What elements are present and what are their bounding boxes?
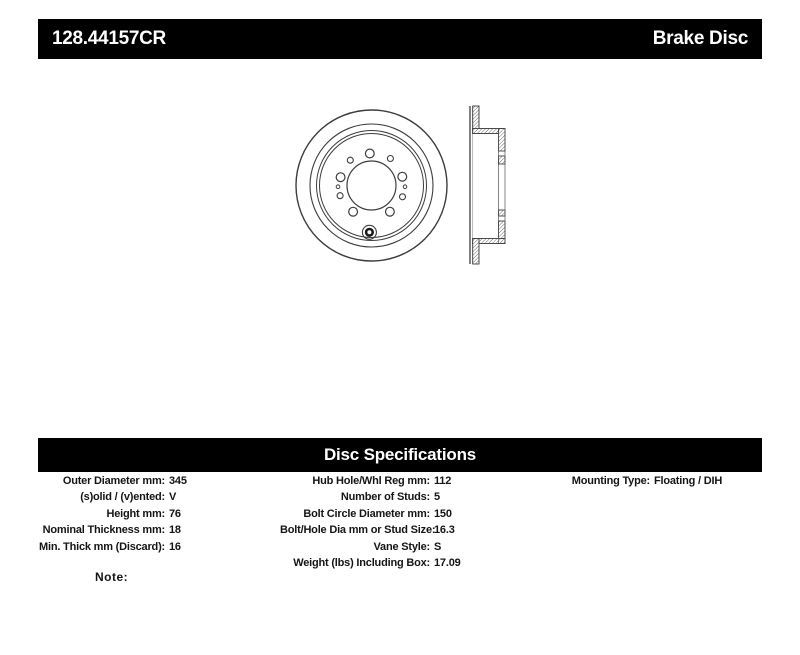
spec-column-left xyxy=(38,475,187,557)
spec-label: Bolt Circle Diameter mm: xyxy=(303,507,430,520)
spec-label: Vane Style: xyxy=(373,540,430,553)
spec-value: V xyxy=(169,491,177,504)
spec-value: 112 xyxy=(434,475,452,487)
brake-disc-technical-drawing xyxy=(280,95,520,280)
spec-row xyxy=(280,508,461,524)
spec-label: Min. Thick mm (Discard): xyxy=(39,540,165,553)
part-number: 128.44157CR xyxy=(52,28,166,49)
spec-row xyxy=(38,508,187,524)
spec-row xyxy=(38,524,187,540)
spec-value: 16 xyxy=(169,540,181,553)
spec-value: S xyxy=(434,540,442,553)
spec-value: 18 xyxy=(169,524,181,537)
spec-label: Number of Studs: xyxy=(340,491,430,504)
spec-row xyxy=(38,475,187,491)
spec-column-middle xyxy=(280,475,461,573)
spec-row xyxy=(280,557,461,573)
spec-row xyxy=(280,541,461,557)
spec-row xyxy=(500,475,722,491)
spec-value: 76 xyxy=(169,507,181,520)
spec-label: Height mm: xyxy=(106,507,165,520)
spec-label: Bolt/Hole Dia mm or Stud Size: xyxy=(280,524,436,537)
spec-value: Floating / DIH xyxy=(654,475,723,487)
spec-row xyxy=(38,541,187,557)
spec-value: 345 xyxy=(169,475,187,487)
spec-row xyxy=(38,491,187,507)
spec-label: Hub Hole/Whl Reg mm: xyxy=(312,475,430,487)
front-view-icon xyxy=(296,110,447,261)
spec-label: Outer Diameter mm: xyxy=(62,475,165,487)
spec-section-header xyxy=(38,438,762,472)
spec-value: 16.3 xyxy=(434,524,455,537)
spec-column-right xyxy=(500,475,722,491)
spec-row xyxy=(280,491,461,507)
spec-value: 17.09 xyxy=(434,556,461,569)
header-bar xyxy=(38,19,762,59)
product-type: Brake Disc xyxy=(652,28,748,49)
side-view-icon xyxy=(470,106,505,264)
spec-value: 5 xyxy=(434,491,440,504)
spec-value: 150 xyxy=(434,507,452,520)
spec-label: Mounting Type: xyxy=(571,475,650,487)
spec-label: Weight (lbs) Including Box: xyxy=(293,556,430,569)
spec-row xyxy=(280,524,461,540)
spec-section-title: Disc Specifications xyxy=(323,445,477,464)
note-label: Note: xyxy=(95,570,129,584)
spec-label: (s)olid / (v)ented: xyxy=(80,491,165,504)
spec-label: Nominal Thickness mm: xyxy=(42,524,165,537)
spec-row xyxy=(280,475,461,491)
